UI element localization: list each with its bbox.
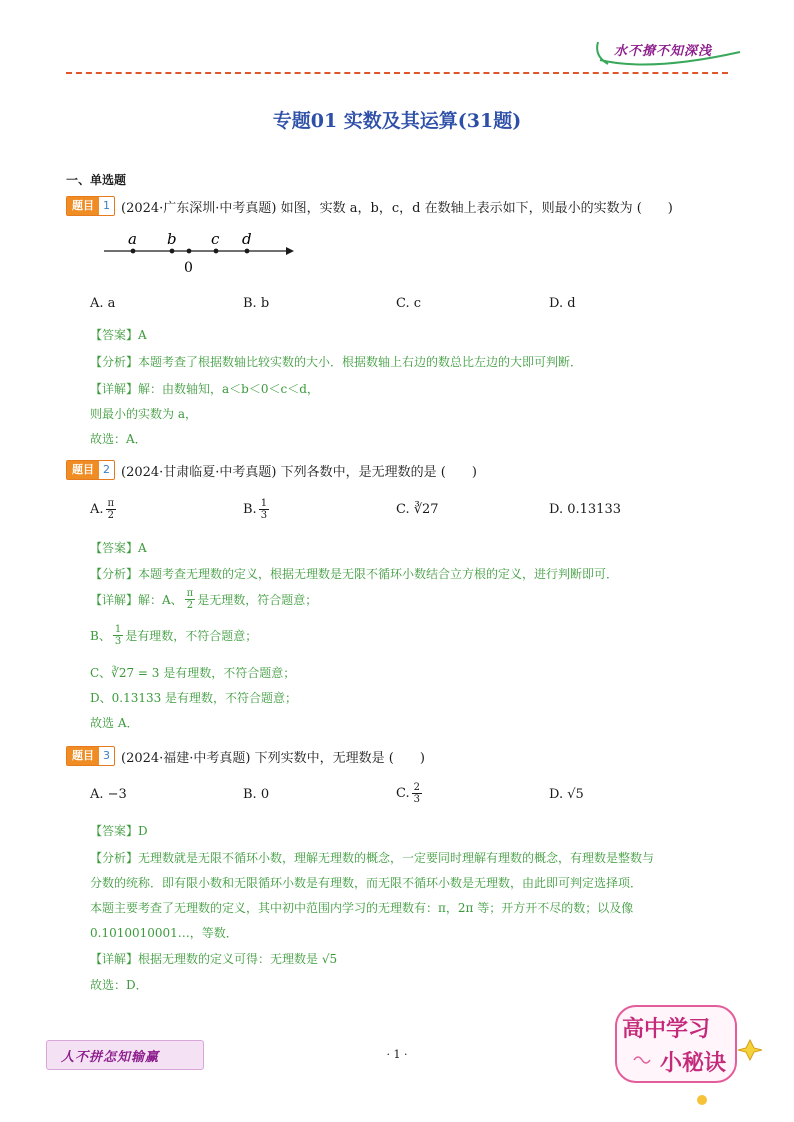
- footer-motto: 人不拼怎知输赢: [61, 1050, 160, 1065]
- option-c[interactable]: C. c: [396, 296, 422, 311]
- option-a[interactable]: A. $\frac{\pi}{2}$: [90, 498, 115, 521]
- analysis: 【分析】本题考查无理数的定义，根据无理数是无限不循环小数结合立方根的定义，进行判断即可．: [90, 567, 619, 581]
- analysis-line: 0.1010010001…，等数．: [90, 926, 238, 940]
- label-a: a: [128, 230, 137, 248]
- label-zero: 0: [184, 260, 193, 276]
- question-1-stem: [66, 196, 673, 216]
- point-d: [245, 249, 250, 254]
- question-tag: 题目 1: [66, 196, 115, 216]
- option-d[interactable]: D. d: [549, 296, 576, 311]
- number-line: [100, 226, 300, 278]
- section-heading: 一、单选题: [66, 173, 127, 187]
- study-tips-stamp: [612, 1000, 772, 1110]
- option-d[interactable]: D. 0.13133: [549, 502, 621, 517]
- header-motto: 水不撩不知深浅: [614, 44, 713, 59]
- option-c[interactable]: C. ∛27: [396, 502, 439, 517]
- stamp-line-1: 高中学习: [622, 1017, 711, 1042]
- point-b: [170, 249, 175, 254]
- analysis-line: 【分析】无理数就是无限不循环小数，理解无理数的概念，一定要同时理解有理数的概念，有理数是整数与: [90, 851, 655, 865]
- page-number: · 1 ·: [386, 1048, 408, 1061]
- detail-line: 【详解】解：A、 $\frac{\pi}{2}$ 是无理数，符合题意；: [90, 588, 318, 611]
- detail-line: 【详解】解：由数轴知，a＜b＜0＜c＜d，: [90, 382, 319, 396]
- option-a[interactable]: A. a: [90, 296, 116, 311]
- fraction: $\frac{2}{3}$: [413, 782, 420, 805]
- option-b[interactable]: B. 0: [243, 787, 270, 802]
- fraction: $\frac{1}{3}$: [260, 498, 268, 521]
- question-2-stem: [66, 460, 477, 480]
- option-c[interactable]: C. $\frac{2}{3}$: [396, 782, 420, 805]
- page-title: 专题01 实数及其运算(31题): [272, 110, 522, 132]
- question-text: (2024·甘肃临夏·中考真题) 下列各数中，是无理数的是 ( ): [121, 464, 477, 480]
- point-a: [131, 249, 136, 254]
- detail-line: 【详解】根据无理数的定义可得：无理数是 √5: [90, 952, 338, 966]
- analysis-line: 本题主要考查了无理数的定义，其中初中范围内学习的无理数有：π，2π 等；开方开不尽的数；以及像: [90, 901, 634, 915]
- analysis: 【分析】本题考查了根据数轴比较实数的大小．根据数轴上右边的数总比左边的大即可判断．: [90, 355, 583, 369]
- option-b[interactable]: B. $\frac{1}{3}$: [243, 498, 268, 521]
- answer: 【答案】A: [90, 541, 147, 555]
- detail-line: D、0.13133 是有理数，不符合题意；: [90, 691, 298, 705]
- point-zero: [187, 249, 192, 254]
- label-d: d: [242, 230, 252, 248]
- header-motto-badge: [590, 32, 750, 70]
- detail-line: 则最小的实数为 a，: [90, 407, 197, 421]
- label-b: b: [167, 230, 177, 248]
- option-a[interactable]: A. −3: [90, 787, 127, 802]
- answer: 【答案】A: [90, 328, 147, 342]
- answer: 【答案】D: [90, 824, 148, 838]
- option-b[interactable]: B. b: [243, 296, 270, 311]
- detail-line: 故选：D．: [90, 978, 148, 992]
- header-divider: [66, 72, 728, 74]
- option-d[interactable]: D. √5: [549, 787, 584, 802]
- label-c: c: [211, 230, 220, 248]
- detail-line: C、∛27 = 3 是有理数，不符合题意；: [90, 666, 296, 680]
- question-tag: 题目 3: [66, 746, 115, 766]
- analysis-line: 分数的统称．即有限小数和无限循环小数是有理数，而无限不循环小数是无理数，由此即可判定选择项．: [90, 876, 643, 890]
- question-text: (2024·广东深圳·中考真题) 如图，实数 a，b，c，d 在数轴上表示如下，则最小的实数为 ( ): [121, 200, 673, 216]
- question-text: (2024·福建·中考真题) 下列实数中，无理数是 ( ): [121, 750, 425, 766]
- detail-line: B、 $\frac{1}{3}$ 是有理数，不符合题意；: [90, 624, 258, 647]
- question-3-stem: [66, 746, 425, 766]
- question-tag: 题目 2: [66, 460, 115, 480]
- detail-line: 故选 A．: [90, 716, 139, 730]
- stamp-line-2: 小秘诀: [660, 1051, 727, 1076]
- fraction: $\frac{\pi}{2}$: [107, 498, 115, 521]
- point-c: [214, 249, 219, 254]
- detail-line: 故选：A．: [90, 432, 147, 446]
